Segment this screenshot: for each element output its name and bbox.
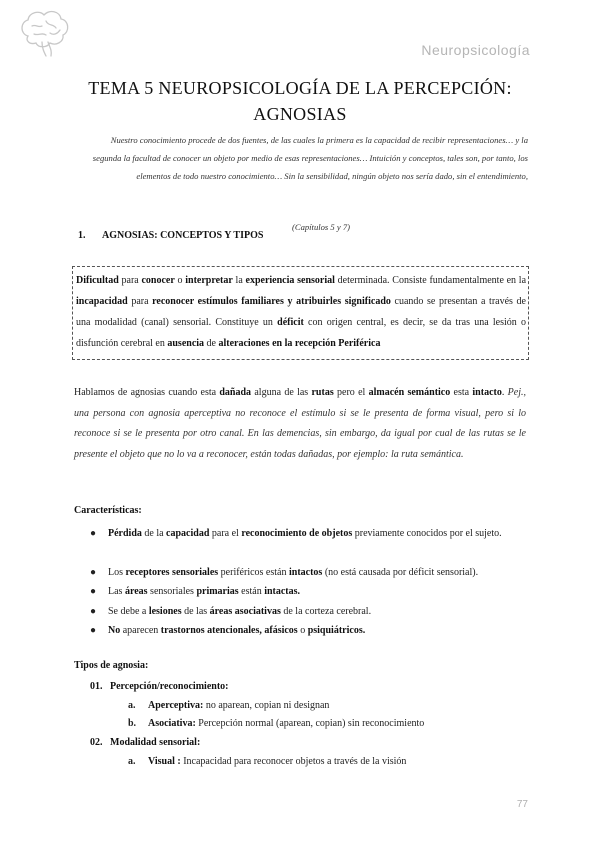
list-item: ● No aparecen trastornos atencionales, afásicos o psiquiátricos. xyxy=(90,621,526,641)
list-item: 01. Percepción/reconocimiento: xyxy=(90,681,229,692)
bullet-icon: ● xyxy=(90,606,97,617)
bullet-icon: ● xyxy=(90,528,97,539)
list-item: 02. Modalidad sensorial: xyxy=(90,737,201,748)
bullet-icon: ● xyxy=(90,567,97,578)
list-item: a. Aperceptiva: no aparean, copian ni designan xyxy=(128,700,330,711)
body-paragraph: Hablamos de agnosias cuando esta dañada alguna de las rutas pero el almacén semántico esta intacto. Pej., una persona con agnosia aperceptiva no reconoce el estímulo si se le presenta de forma visual, pero si lo reconoce si se le presenta por otro canal. En las demencias, sin embargo, da igual por cual de las rutas se le presente el objeto que no lo va a reconocer, están todas dañadas, por ejemplo: la ruta semántica. xyxy=(74,387,526,460)
list-item: b. Asociativa: Percepción normal (aparean, copian) sin reconocimiento xyxy=(128,718,425,729)
epigraph-citation: (Capítulos 5 y 7) xyxy=(291,222,350,232)
types-title: Tipos de agnosia: xyxy=(74,660,149,671)
definition-box: Dificultad para conocer o interpretar la experiencia sensorial determinada. Consiste fundamentalmente en la incapacidad para reconocer estímulos familiares y atribuirles significado cuando se presentan a través de una modalidad (canal) sensorial. Constituye un déficit con origen central, es decir, se da tras una lesión o disfunción cerebral en ausencia de alteraciones en la recepción Periférica xyxy=(72,266,529,360)
section-heading xyxy=(78,230,263,241)
page-number: 77 xyxy=(516,799,528,810)
list-item: ● Pérdida de la capacidad para el reconocimiento de objetos previamente conocidos por el sujeto. xyxy=(90,524,526,544)
epigraph-quote: Nuestro conocimiento procede de dos fuentes, de las cuales la primera es la capacidad de recibir representaciones… y la segunda la facultad de conocer un objeto por medio de esas representaciones… Intuición y conceptos, tales son, por tanto, los elementos de todo nuestro conocimiento… Sin la sensibilidad, ningún objeto nos sería dado, sin el entendimiento, xyxy=(92,135,528,181)
characteristics-title: Características: xyxy=(74,505,142,516)
subject-header: Neuropsicología xyxy=(421,42,530,58)
list-item: ● Los receptores sensoriales periféricos están intactos (no está causada por déficit sensorial). xyxy=(90,563,526,583)
list-item: a. Visual : Incapacidad para reconocer objetos a través de la visión xyxy=(128,756,407,767)
page-title-line1: TEMA 5 NEUROPSICOLOGÍA DE LA PERCEPCIÓN: xyxy=(88,78,512,98)
section-number: 1. xyxy=(78,230,86,241)
section-title: AGNOSIAS: CONCEPTOS Y TIPOS xyxy=(102,230,264,241)
list-item: ● Las áreas sensoriales primarias están intactas. xyxy=(90,582,526,602)
page-title-line2: AGNOSIAS xyxy=(253,104,347,124)
list-item: ● Se debe a lesiones de las áreas asociativas de la corteza cerebral. xyxy=(90,602,526,622)
bullet-icon: ● xyxy=(90,625,97,636)
bullet-icon: ● xyxy=(90,586,97,597)
brain-icon xyxy=(14,6,74,60)
